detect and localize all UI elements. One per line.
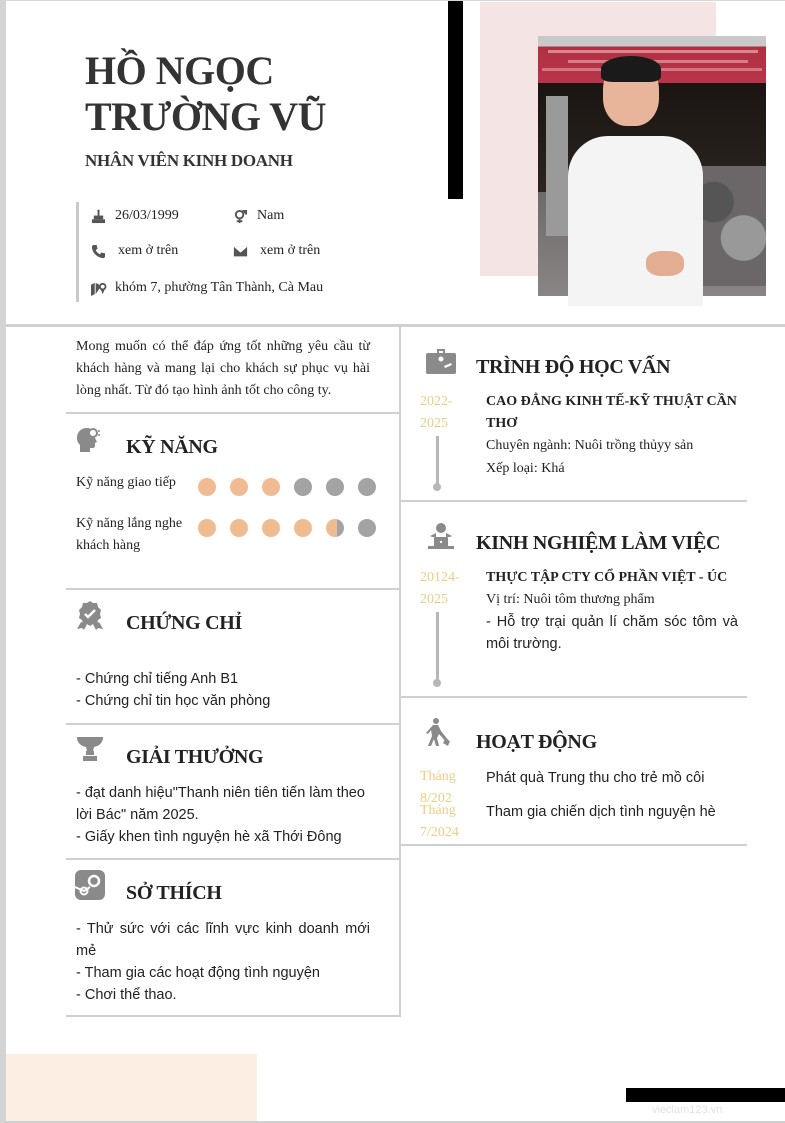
skill-rating-2 (198, 519, 376, 537)
email-value[interactable]: xem ở trên (260, 243, 321, 258)
experience-years: 20124- 2025 (420, 570, 460, 607)
certificate-badge-icon (75, 600, 105, 630)
skill-rating-1 (198, 478, 376, 496)
rating-dot-partial (326, 519, 344, 537)
trophy-icon (75, 734, 105, 764)
rating-dot-empty (358, 519, 376, 537)
career-objective: Mong muốn có thể đáp ứng tốt những yêu cầu từ khách hàng và mang lại cho khách sự phục vụ hài lòng nhất. Từ đó tạo hình ảnh tốt cho công ty. (76, 339, 370, 398)
gender-item (233, 208, 284, 224)
certificate-item: - Chứng chỉ tin học văn phòng (76, 693, 271, 709)
timeline-line (436, 436, 439, 486)
rating-dot-filled (294, 519, 312, 537)
briefcase-icon (426, 346, 456, 376)
certificates-title: CHỨNG CHỈ (126, 612, 243, 634)
activity-text-2: Tham gia chiến dịch tình nguyện hè (486, 804, 716, 820)
awards-list (76, 782, 370, 848)
name-line-1: HỒ NGỌC (85, 48, 274, 93)
experience-company: THỰC TẬP CTY CỔ PHẦN VIỆT - ÚC (486, 570, 728, 585)
candidate-name (85, 48, 326, 140)
envelope-icon (233, 244, 248, 259)
divider (401, 844, 747, 846)
rating-dot-filled (230, 519, 248, 537)
education-school: CAO ĐẲNG KINH TẾ-KỸ THUẬT CẦN THƠ (486, 394, 737, 431)
rating-dot-empty (358, 478, 376, 496)
divider (66, 412, 399, 414)
activity-date-2: Tháng 7/2024 (420, 803, 459, 840)
page-edge-left (0, 0, 6, 1123)
skill-label-1: Kỹ năng giao tiếp (76, 475, 176, 490)
rating-dot-empty (326, 478, 344, 496)
activity-date-1: Tháng 8/202 (420, 769, 456, 806)
awards-title: GIẢI THƯỞNG (126, 746, 264, 768)
contact-info (76, 202, 379, 302)
rating-dot-filled (262, 478, 280, 496)
activities-title: HOẠT ĐỘNG (476, 731, 597, 753)
birthday-cake-icon (91, 209, 106, 224)
hobby-item: - Thử sức với các lĩnh vực kinh doanh mới mẻ (76, 921, 370, 959)
column-divider (399, 327, 401, 1017)
phone-icon (91, 244, 106, 259)
head-lightbulb-icon (75, 424, 105, 454)
timeline-dot (433, 679, 441, 687)
gender-value: Nam (257, 208, 285, 223)
experience-description: - Hỗ trợ trại quản lí chăm sóc tôm và môi trường. (486, 614, 738, 652)
phone-item (91, 243, 178, 259)
watermark: vieclam123.vn (652, 1104, 723, 1116)
rating-dot-filled (262, 519, 280, 537)
divider (66, 858, 399, 860)
rating-dot-empty (294, 478, 312, 496)
profile-photo (538, 36, 766, 296)
experience-position: Vị trí: Nuôi tôm thương phẩm (486, 592, 655, 607)
award-item: - đạt danh hiệu"Thanh niên tiên tiến làm theo lời Bác" năm 2025. (76, 785, 365, 823)
divider (401, 696, 747, 698)
phone-value[interactable]: xem ở trên (118, 243, 179, 258)
shovel-worker-icon (424, 717, 454, 747)
rating-dot-filled (230, 478, 248, 496)
black-decor-bar (448, 1, 463, 199)
timeline-dot (433, 483, 441, 491)
address-item (91, 280, 323, 296)
divider (66, 1015, 401, 1017)
rating-dot-filled (198, 478, 216, 496)
divider (66, 723, 399, 725)
certificates-list (76, 668, 370, 712)
header-divider (6, 324, 785, 327)
education-years: 2022- 2025 (420, 394, 453, 431)
award-item: - Giấy khen tình nguyện hè xã Thới Đông (76, 829, 342, 845)
skills-title: KỸ NĂNG (126, 436, 218, 458)
person-laptop-icon (426, 522, 456, 552)
birthday-item (91, 208, 179, 224)
name-line-2: TRƯỜNG VŨ (85, 94, 327, 139)
skill-label-2: Kỹ năng lắng nghe khách hàng (76, 516, 183, 553)
certificate-item: - Chứng chỉ tiếng Anh B1 (76, 671, 239, 687)
map-icon (91, 281, 106, 296)
hobbies-list (76, 918, 370, 1006)
education-major: Chuyên ngành: Nuôi trồng thủyy sản (486, 438, 694, 453)
activity-text-1: Phát quà Trung thu cho trẻ mồ côi (486, 770, 705, 786)
rating-dot-filled (198, 519, 216, 537)
hobby-item: - Tham gia các hoạt động tình nguyện (76, 965, 320, 981)
page-edge-top (6, 0, 785, 1)
birthday-value: 26/03/1999 (115, 208, 179, 223)
divider (66, 588, 399, 590)
timeline-line (436, 612, 439, 682)
hobbies-title: SỞ THÍCH (126, 882, 222, 904)
steam-hobby-icon (75, 870, 105, 900)
job-title: NHÂN VIÊN KINH DOANH (85, 151, 293, 170)
gender-icon (233, 209, 248, 224)
divider (401, 500, 747, 502)
hobby-item: - Chơi thể thao. (76, 987, 177, 1003)
black-footer-bar (626, 1088, 785, 1102)
experience-title: KINH NGHIỆM LÀM VIỆC (476, 532, 721, 554)
education-title: TRÌNH ĐỘ HỌC VẤN (476, 356, 671, 378)
address-value: khóm 7, phường Tân Thành, Cà Mau (115, 280, 324, 295)
peach-decor-block (6, 1054, 257, 1121)
email-item (233, 243, 320, 259)
education-grade: Xếp loại: Khá (486, 461, 565, 476)
